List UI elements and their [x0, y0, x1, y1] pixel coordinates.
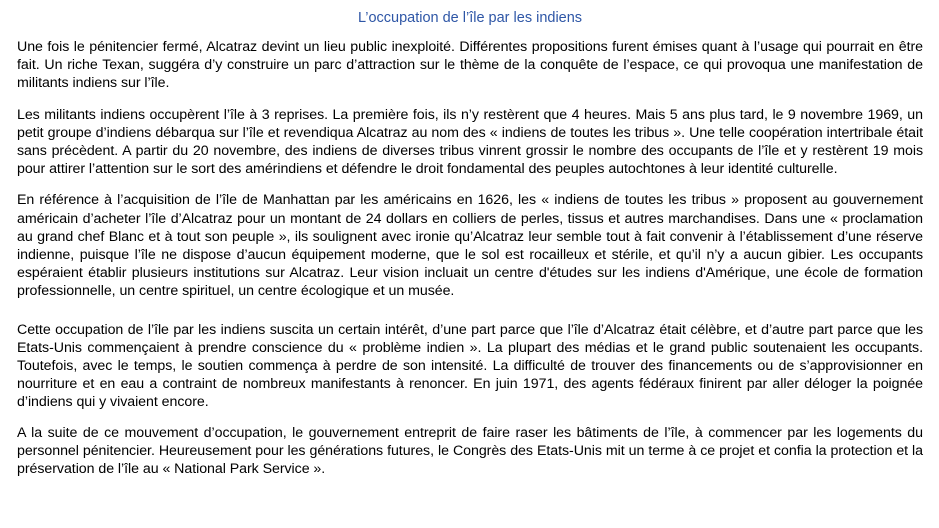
paragraph-1: Une fois le pénitencier fermé, Alcatraz devint un lieu public inexploité. Différentes propositions furent émises quant à l’usage qui pourrait en être fait. Un riche Texan, suggéra d’y construire un parc d’attraction sur le thème de la conquête de l’espace, ce qui provoqua une manifestation de militants indiens sur l’île.: [17, 39, 923, 92]
paragraph-2: Les militants indiens occupèrent l’île à 3 reprises. La première fois, ils n’y restèrent que 4 heures. Mais 5 ans plus tard, le 9 novembre 1969, un petit groupe d’indiens débarqua sur l’île et revendiqua Alcatraz au nom des « indiens de toutes les tribus ». Une telle coopération intertribale était sans précèdent. A partir du 20 novembre, des indiens de diverses tribus vinrent grossir le nombre des occupants de l’île et y restèrent 19 mois pour attirer l’attention sur le sort des amérindiens et défendre le droit fondamental des peuples autochtones à leur identité culturelle.: [17, 106, 923, 178]
paragraph-4: Cette occupation de l’île par les indiens suscita un certain intérêt, d’une part parce que l’île d’Alcatraz était célèbre, et d’autre part parce que les Etats-Unis commençaient à prendre conscience du « problème indien ». La plupart des médias et le grand public soutenaient les occupants. Toutefois, avec le temps, le soutien commença à perdre de son intensité. La difficulté de trouver des financements ou de s’approvisionner en nourriture et en eau a contraint de nombreux manifestants à renoncer. En juin 1971, des agents fédéraux finirent par aller déloger la poignée d’indiens qui y vivaient encore.: [17, 321, 923, 411]
paragraph-5: A la suite de ce mouvement d’occupation, le gouvernement entreprit de faire raser les bâtiments de l’île, à commencer par les logements du personnel pénitencier. Heureusement pour les générations futures, le Congrès des Etats-Unis mit un terme à ce projet et confia la protection et la préservation de l’île au « National Park Service ».: [17, 424, 923, 478]
paragraph-3: En référence à l’acquisition de l’île de Manhattan par les américains en 1626, les « indiens de toutes les tribus » proposent au gouvernement américain d’acheter l’île d’Alcatraz pour un montant de 24 dollars en colliers de perles, tissus et autres marchandises. Dans une « proclamation au grand chef Blanc et à tout son peuple », ils soulignent avec ironie qu’Alcatraz leur semble tout à fait convenir à l’établissement d’une réserve indienne, puisque l’île ne dispose d’aucun équipement moderne, que le sol est rocailleux et stérile, et qu’il n’y a aucun gibier. Les occupants espéraient établir plusieurs institutions sur Alcatraz. Leur vision incluait un centre d'études sur les indiens d'Amérique, une école de formation professionnelle, un centre spirituel, un centre écologique et un musée.: [17, 192, 923, 300]
document-title: L’occupation de l’île par les indiens: [357, 10, 583, 26]
